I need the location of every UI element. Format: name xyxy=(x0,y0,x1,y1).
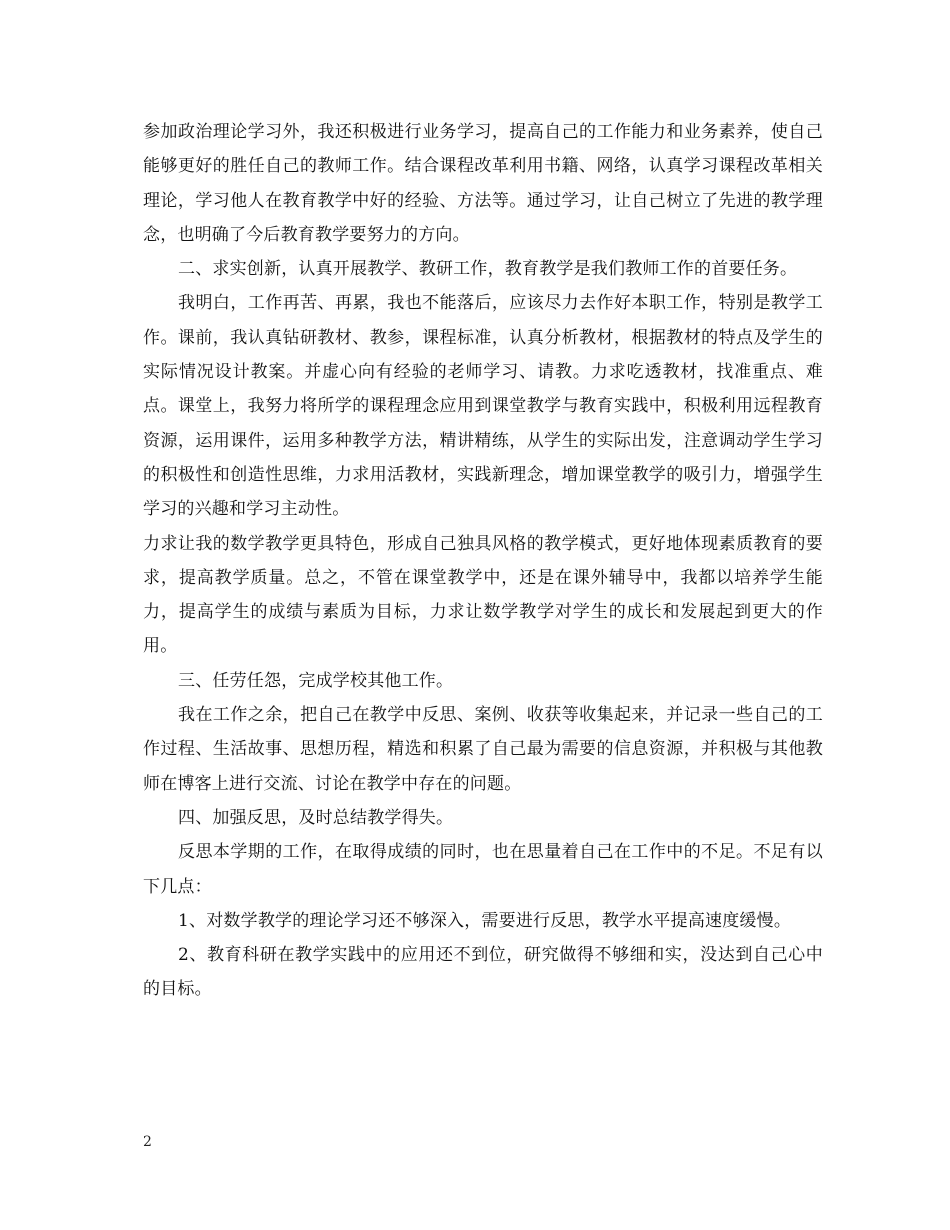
paragraph-1: 参加政治理论学习外，我还积极进行业务学习，提高自己的工作能力和业务素养，使自己能够更好的胜任自己的教师工作。结合课程改革利用书籍、网络，认真学习课程改革相关理论，学习他人在教育教学中好的经验、方法等。通过学习，让自己树立了先进的教学理念，也明确了今后教育教学要努力的方向。 xyxy=(143,122,823,245)
paragraph-9-list-item: 1、对数学教学的理论学习还不够深入，需要进行反思，教学水平提高速度缓慢。 xyxy=(178,910,792,931)
paragraph-8: 反思本学期的工作，在取得成绩的同时，也在思量着自己在工作中的不足。不足有以下几点： xyxy=(143,842,823,897)
paragraph-4: 力求让我的数学教学更具特色，形成自己独具风格的教学模式，更好地体现素质教育的要求，提高教学质量。总之，不管在课堂教学中，还是在课外辅导中，我都以培养学生能力，提高学生的成绩与素质为目标，力求让数学教学对学生的成长和发展起到更大的作用。 xyxy=(143,533,823,657)
paragraph-2-heading: 二、求实创新，认真开展教学、教研工作，教育教学是我们教师工作的首要任务。 xyxy=(178,259,798,280)
paragraph-6: 我在工作之余，把自己在教学中反思、案例、收获等收集起来，并记录一些自己的工作过程、生活故事、思想历程，精选和积累了自己最为需要的信息资源，并积极与其他教师在博客上进行交流、讨论在教学中存在的问题。 xyxy=(143,705,823,794)
document-body xyxy=(143,115,823,1007)
paragraph-7-heading: 四、加强反思，及时总结教学得失。 xyxy=(178,807,454,828)
paragraph-3: 我明白，工作再苦、再累，我也不能落后，应该尽力去作好本职工作，特别是教学工作。课前，我认真钻研教材、教参，课程标准，认真分析教材，根据教材的特点及学生的实际情况设计教案。并虚心向有经验的老师学习、请教。力求吃透教材，找准重点、难点。课堂上，我努力将所学的课程理念应用到课堂教学与教育实践中，积极利用远程教育资源，运用课件，运用多种教学方法，精讲精练，从学生的实际出发，注意调动学生学习的积极性和创造性思维，力求用活教材，实践新理念，增加课堂教学的吸引力，增强学生学习的兴趣和学习主动性。 xyxy=(143,293,823,520)
page-number: 2 xyxy=(143,1134,152,1150)
paragraph-10-list-item: 2、教育科研在教学实践中的应用还不到位，研究做得不够细和实，没达到自己心中的目标。 xyxy=(143,945,823,1000)
paragraph-5-heading: 三、任劳任怨，完成学校其他工作。 xyxy=(178,670,454,691)
